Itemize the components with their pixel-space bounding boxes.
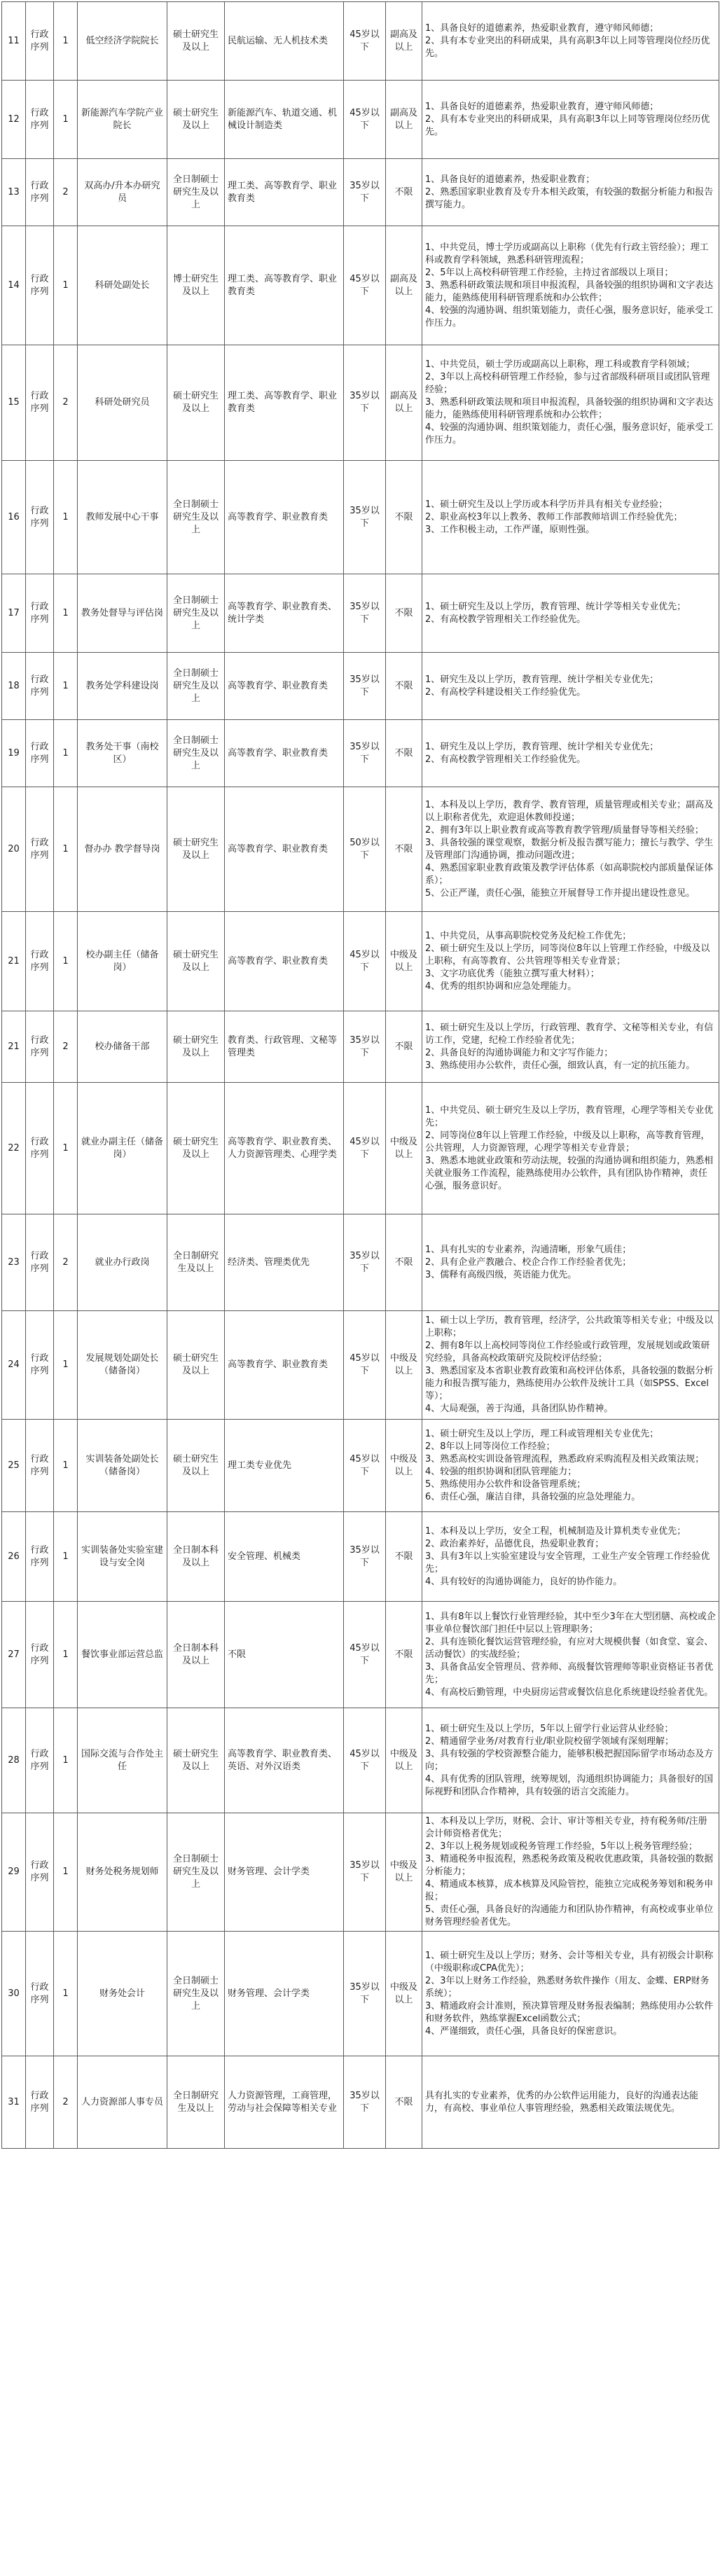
education-requirement-cell: 全日制硕士研究生及以上 — [167, 574, 225, 653]
table-row — [2, 1083, 719, 1214]
recruitment-table — [1, 1, 719, 2149]
row-number-cell: 19 — [2, 720, 26, 787]
headcount-cell: 1 — [54, 720, 78, 787]
table-row — [2, 81, 719, 159]
table-row — [2, 1813, 719, 1932]
age-requirement-cell: 35岁以下 — [344, 345, 386, 461]
job-requirements-cell: 1、本科及以上学历，财税、会计、审计等相关专业，持有税务师/注册会计师资格者优先； 2、3年以上税务规划或税务管理工作经验，5年以上税务管理经验； 3、精通税务申报流程，熟悉税务政策及税收优惠政策，具备较强的数据分析能力； 4、精通成本核算，成本核算及风险管控，能独立完成税务筹划和税务申报； 5、责任心强，具备良好的沟通能力和团队协作精神，有高校或事业单位财务管理经验者优先。 — [422, 1813, 719, 1932]
title-requirement-cell: 中级及以上 — [386, 912, 422, 1011]
job-requirements-cell: 1、研究生及以上学历，教育管理、统计学相关专业优先； 2、有高校教学管理相关工作经验优先。 — [422, 720, 719, 787]
table-row — [2, 912, 719, 1011]
headcount-cell: 1 — [54, 653, 78, 720]
major-requirement-cell: 高等教育学、职业教育类 — [225, 461, 344, 574]
headcount-cell: 1 — [54, 1932, 78, 2056]
title-requirement-cell: 中级及以上 — [386, 1311, 422, 1420]
major-requirement-cell: 高等教育学、职业教育类 — [225, 912, 344, 1011]
major-requirement-cell: 人力资源管理，工商管理，劳动与社会保障等相关专业 — [225, 2056, 344, 2149]
title-requirement-cell: 中级及以上 — [386, 1708, 422, 1813]
headcount-cell: 1 — [54, 1512, 78, 1602]
age-requirement-cell: 35岁以下 — [344, 574, 386, 653]
job-requirements-cell: 1、具有8年以上餐饮行业管理经验，其中至少3年在大型团膳、高校或企事业单位餐饮部门担任中层以上管理职务； 2、具有连锁化餐饮运营管理经验，有应对大规模供餐（如食堂、宴会、活动餐饮）的实战经验； 3、具备食品安全管理员、营养师、高级餐饮管理师等职业资格证书者优先； 4、有高校后勤管理，中央厨房运营或餐饮信息化系统建设经验者优先。 — [422, 1602, 719, 1708]
position-category-cell: 行政序列 — [26, 81, 54, 159]
education-requirement-cell: 硕士研究生及以上 — [167, 1311, 225, 1420]
row-number-cell: 21 — [2, 1011, 26, 1083]
position-name-cell: 新能源汽车学院产业院长 — [78, 81, 167, 159]
position-category-cell: 行政序列 — [26, 1708, 54, 1813]
job-requirements-cell: 1、具有扎实的专业素养，沟通清晰，形象气质佳； 2、具有企业产教融合、校企合作工作经验者优先； 3、儒释有高级四级，英语能力优先。 — [422, 1214, 719, 1311]
major-requirement-cell: 高等教育学、职业教育类 — [225, 787, 344, 912]
position-name-cell: 国际交流与合作处主任 — [78, 1708, 167, 1813]
table-row — [2, 2056, 719, 2149]
row-number-cell: 21 — [2, 912, 26, 1011]
education-requirement-cell: 硕士研究生及以上 — [167, 1420, 225, 1512]
row-number-cell: 23 — [2, 1214, 26, 1311]
age-requirement-cell: 35岁以下 — [344, 720, 386, 787]
table-row — [2, 159, 719, 226]
table-row — [2, 1602, 719, 1708]
headcount-cell: 1 — [54, 574, 78, 653]
position-name-cell: 督办办 教学督导岗 — [78, 787, 167, 912]
position-category-cell: 行政序列 — [26, 653, 54, 720]
position-category-cell: 行政序列 — [26, 226, 54, 345]
position-name-cell: 科研处研究员 — [78, 345, 167, 461]
table-row — [2, 1214, 719, 1311]
job-requirements-cell: 1、具备良好的道德素养，热爱职业教育； 2、熟悉国家职业教育及专升本相关政策，有较强的数据分析能力和报告撰写能力。 — [422, 159, 719, 226]
headcount-cell: 2 — [54, 159, 78, 226]
row-number-cell: 18 — [2, 653, 26, 720]
position-name-cell: 校办储备干部 — [78, 1011, 167, 1083]
title-requirement-cell: 不限 — [386, 574, 422, 653]
table-row — [2, 1011, 719, 1083]
major-requirement-cell: 高等教育学、职业教育类 — [225, 720, 344, 787]
position-category-cell: 行政序列 — [26, 574, 54, 653]
age-requirement-cell: 35岁以下 — [344, 653, 386, 720]
major-requirement-cell: 高等教育学、职业教育类、人力资源管理类、心理学类 — [225, 1083, 344, 1214]
education-requirement-cell: 全日制研究生及以上 — [167, 2056, 225, 2149]
row-number-cell: 11 — [2, 2, 26, 81]
job-requirements-cell: 1、硕士研究生及以上学历；财务、会计等相关专业，具有初级会计职称（中级职称或CPA优先）； 2、3年以上财务工作经验，熟悉财务软件操作（用友、金蝶、ERP财务系统）； 3、精通政府会计准则，预决算管理及财务报表编制；熟练使用办公软件和财务软件，熟练掌握Excel函数公式； 4、严谨细致，责任心强，具备良好的保密意识。 — [422, 1932, 719, 2056]
job-requirements-cell: 1、硕士研究生及以上学历，教育管理、统计学等相关专业优先； 2、有高校教学管理相关工作经验优先。 — [422, 574, 719, 653]
job-requirements-cell: 具有扎实的专业素养，优秀的办公软件运用能力，良好的沟通表达能力，有高校、事业单位人事管理经验，熟悉相关政策法规优先。 — [422, 2056, 719, 2149]
title-requirement-cell: 副高及以上 — [386, 81, 422, 159]
position-name-cell: 科研处副处长 — [78, 226, 167, 345]
table-row — [2, 1512, 719, 1602]
position-name-cell: 发展规划处副处长（储备岗） — [78, 1311, 167, 1420]
title-requirement-cell: 中级及以上 — [386, 1932, 422, 2056]
age-requirement-cell: 45岁以下 — [344, 1602, 386, 1708]
headcount-cell: 2 — [54, 2056, 78, 2149]
age-requirement-cell: 45岁以下 — [344, 1083, 386, 1214]
major-requirement-cell: 高等教育学、职业教育类 — [225, 1311, 344, 1420]
job-requirements-cell: 1、具备良好的道德素养，热爱职业教育，遵守师风师德； 2、具有本专业突出的科研成果，具有高职3年以上同等管理岗位经历优先。 — [422, 81, 719, 159]
row-number-cell: 29 — [2, 1813, 26, 1932]
table-row — [2, 787, 719, 912]
row-number-cell: 26 — [2, 1512, 26, 1602]
title-requirement-cell: 中级及以上 — [386, 1083, 422, 1214]
position-category-cell: 行政序列 — [26, 787, 54, 912]
age-requirement-cell: 45岁以下 — [344, 912, 386, 1011]
age-requirement-cell: 45岁以下 — [344, 81, 386, 159]
position-name-cell: 财务处会计 — [78, 1932, 167, 2056]
age-requirement-cell: 35岁以下 — [344, 461, 386, 574]
position-category-cell: 行政序列 — [26, 1813, 54, 1932]
job-requirements-cell: 1、硕士研究生及以上学历，理工科或管理相关专业优先； 2、8年以上同等岗位工作经验； 3、熟悉高校实训设备管理流程，熟悉政府采购流程及相关政策法规； 4、较强的组织协调和团队管理能力； 5、熟练使用办公软件和设备管理系统； 6、责任心强，廉洁自律，具备较强的应急处理能力。 — [422, 1420, 719, 1512]
row-number-cell: 15 — [2, 345, 26, 461]
row-number-cell: 25 — [2, 1420, 26, 1512]
title-requirement-cell: 中级及以上 — [386, 1813, 422, 1932]
position-category-cell: 行政序列 — [26, 1083, 54, 1214]
age-requirement-cell: 35岁以下 — [344, 159, 386, 226]
education-requirement-cell: 硕士研究生及以上 — [167, 1011, 225, 1083]
headcount-cell: 1 — [54, 1708, 78, 1813]
age-requirement-cell: 45岁以下 — [344, 226, 386, 345]
title-requirement-cell: 不限 — [386, 1602, 422, 1708]
table-row — [2, 720, 719, 787]
education-requirement-cell: 硕士研究生及以上 — [167, 1083, 225, 1214]
education-requirement-cell: 全日制研究生及以上 — [167, 1214, 225, 1311]
age-requirement-cell: 45岁以下 — [344, 1420, 386, 1512]
row-number-cell: 24 — [2, 1311, 26, 1420]
major-requirement-cell: 高等教育学、职业教育类、统计学类 — [225, 574, 344, 653]
major-requirement-cell: 财务管理、会计学类 — [225, 1932, 344, 2056]
position-name-cell: 教务处督导与评估岗 — [78, 574, 167, 653]
job-requirements-cell: 1、本科及以上学历，教育学、教育管理，质量管理或相关专业；副高及以上职称者优先，欢迎退休教师投递； 2、拥有3年以上职业教育或高等教育教学管理/质量督导等相关经验； 3、具备较强的课堂观察，数据分析及报告撰写能力；擅长与教学、学生及管理部门沟通协调，推动问题改进； 4、熟悉国家职业教育政策及教学评估体系（如高职院校内部质量保证体系）； 5、公正严谨，责任心强，能独立开展督导工作并提出建设性意见。 — [422, 787, 719, 912]
title-requirement-cell: 不限 — [386, 1214, 422, 1311]
job-requirements-cell: 1、中共党员、硕士研究生及以上学历，教育管理，心理学等相关专业优先； 2、同等岗位8年以上管理工作经验，中级及以上职称，高等教育管理，公共管理，人力资源管理，心理学等相关专业背景； 3、熟悉本地就业政策和劳动法规，较强的沟通协调和组织能力，熟悉相关就业服务工作流程，能熟练使用办公软件，具有团队协作精神，责任心强，服务意识好。 — [422, 1083, 719, 1214]
position-name-cell: 餐饮事业部运营总监 — [78, 1602, 167, 1708]
age-requirement-cell: 35岁以下 — [344, 1813, 386, 1932]
headcount-cell: 1 — [54, 226, 78, 345]
job-requirements-cell: 1、硕士研究生及以上学历，行政管理、教育学、文秘等相关专业，有信访工作，党建，纪检工作经验者优先； 2、具备良好的沟通协调能力和文字写作能力； 3、熟练使用办公软件，责任心强，细致认真，有一定的抗压能力。 — [422, 1011, 719, 1083]
age-requirement-cell: 45岁以下 — [344, 1708, 386, 1813]
row-number-cell: 28 — [2, 1708, 26, 1813]
major-requirement-cell: 不限 — [225, 1602, 344, 1708]
table-row — [2, 574, 719, 653]
major-requirement-cell: 财务管理、会计学类 — [225, 1813, 344, 1932]
age-requirement-cell: 45岁以下 — [344, 2, 386, 81]
age-requirement-cell: 35岁以下 — [344, 1932, 386, 2056]
row-number-cell: 22 — [2, 1083, 26, 1214]
age-requirement-cell: 35岁以下 — [344, 1011, 386, 1083]
education-requirement-cell: 全日制硕士研究生及以上 — [167, 1932, 225, 2056]
headcount-cell: 2 — [54, 1214, 78, 1311]
position-category-cell: 行政序列 — [26, 1311, 54, 1420]
title-requirement-cell: 不限 — [386, 1011, 422, 1083]
table-row — [2, 1708, 719, 1813]
position-category-cell: 行政序列 — [26, 461, 54, 574]
headcount-cell: 1 — [54, 2, 78, 81]
position-category-cell: 行政序列 — [26, 912, 54, 1011]
title-requirement-cell: 不限 — [386, 720, 422, 787]
row-number-cell: 31 — [2, 2056, 26, 2149]
job-requirements-cell: 1、硕士以上学历，教育管理，经济学，公共政策等相关专业；中级及以上职称； 2、拥有8年以上高校同等岗位工作经验或行政管理，发展规划或政策研究经验，具备高校政策研究及院校评估经验； 3、熟悉国家及本省职业教育政策和高校评估体系，具备较强的数据分析能力和报告撰写能力，熟练使用办公软件及统计工具（如SPSS、Excel等）； 4、大局观强，善于沟通，具备团队协作精神。 — [422, 1311, 719, 1420]
job-requirements-cell: 1、研究生及以上学历，教育管理、统计学相关专业优先； 2、有高校学科建设相关工作经验优先。 — [422, 653, 719, 720]
job-requirements-cell: 1、中共党员，博士学历或副高以上职称（优先有行政主管经验）；理工科或教育学科领域，熟悉科研管理流程； 2、5年以上高校科研管理工作经验，主持过省部级以上项目； 3、熟悉科研政策法规和项目申报流程，具备较强的组织协调和文字表达能力，能熟练使用科研管理系统和办公软件； 4、较强的沟通协调、组织策划能力，责任心强，服务意识好，能承受工作压力。 — [422, 226, 719, 345]
job-requirements-cell: 1、具备良好的道德素养，热爱职业教育，遵守师风师德； 2、具有本专业突出的科研成果，具有高职3年以上同等管理岗位经历优先。 — [422, 2, 719, 81]
education-requirement-cell: 全日制本科及以上 — [167, 1512, 225, 1602]
row-number-cell: 12 — [2, 81, 26, 159]
title-requirement-cell: 副高及以上 — [386, 345, 422, 461]
position-name-cell: 实训装备处实验室建设与安全岗 — [78, 1512, 167, 1602]
position-category-cell: 行政序列 — [26, 1932, 54, 2056]
row-number-cell: 20 — [2, 787, 26, 912]
table-row — [2, 653, 719, 720]
education-requirement-cell: 全日制硕士研究生及以上 — [167, 720, 225, 787]
major-requirement-cell: 教育类、行政管理、文秘等管理类 — [225, 1011, 344, 1083]
table-row — [2, 226, 719, 345]
education-requirement-cell: 硕士研究生及以上 — [167, 787, 225, 912]
row-number-cell: 13 — [2, 159, 26, 226]
headcount-cell: 1 — [54, 1083, 78, 1214]
headcount-cell: 1 — [54, 461, 78, 574]
table-row — [2, 1311, 719, 1420]
position-category-cell: 行政序列 — [26, 1214, 54, 1311]
age-requirement-cell: 45岁以下 — [344, 1311, 386, 1420]
major-requirement-cell: 安全管理、机械类 — [225, 1512, 344, 1602]
title-requirement-cell: 不限 — [386, 461, 422, 574]
position-name-cell: 双高办/升本办研究员 — [78, 159, 167, 226]
row-number-cell: 30 — [2, 1932, 26, 2056]
education-requirement-cell: 硕士研究生及以上 — [167, 345, 225, 461]
headcount-cell: 1 — [54, 1311, 78, 1420]
position-name-cell: 实训装备处副处长（储备岗） — [78, 1420, 167, 1512]
job-requirements-cell: 1、中共党员，从事高职院校党务及纪检工作优先； 2、硕士研究生及以上学历，同等岗位8年以上管理工作经验，中级及以上职称，有高等教育、公共管理等相关专业背景； 3、文字功底优秀（能独立撰写重大材料）； 4、优秀的组织协调和应急处理能力。 — [422, 912, 719, 1011]
title-requirement-cell: 不限 — [386, 2056, 422, 2149]
position-category-cell: 行政序列 — [26, 1420, 54, 1512]
position-category-cell: 行政序列 — [26, 2, 54, 81]
major-requirement-cell: 民航运输、无人机技术类 — [225, 2, 344, 81]
row-number-cell: 16 — [2, 461, 26, 574]
major-requirement-cell: 经济类、管理类优先 — [225, 1214, 344, 1311]
position-name-cell: 就业办行政岗 — [78, 1214, 167, 1311]
education-requirement-cell: 硕士研究生及以上 — [167, 912, 225, 1011]
headcount-cell: 1 — [54, 1602, 78, 1708]
position-name-cell: 教师发展中心干事 — [78, 461, 167, 574]
title-requirement-cell: 不限 — [386, 787, 422, 912]
position-category-cell: 行政序列 — [26, 720, 54, 787]
table-row — [2, 1932, 719, 2056]
headcount-cell: 2 — [54, 1011, 78, 1083]
title-requirement-cell: 不限 — [386, 653, 422, 720]
education-requirement-cell: 硕士研究生及以上 — [167, 81, 225, 159]
position-name-cell: 教务处干事（南校区） — [78, 720, 167, 787]
row-number-cell: 27 — [2, 1602, 26, 1708]
table-row — [2, 461, 719, 574]
position-name-cell: 教务处学科建设岗 — [78, 653, 167, 720]
major-requirement-cell: 理工类专业优先 — [225, 1420, 344, 1512]
position-category-cell: 行政序列 — [26, 1602, 54, 1708]
major-requirement-cell: 高等教育学、职业教育类 — [225, 653, 344, 720]
education-requirement-cell: 全日制本科及以上 — [167, 1602, 225, 1708]
headcount-cell: 1 — [54, 912, 78, 1011]
row-number-cell: 14 — [2, 226, 26, 345]
position-category-cell: 行政序列 — [26, 159, 54, 226]
job-requirements-cell: 1、硕士研究生及以上学历，5年以上留学行业运营从业经验； 2、精通留学业务/对教育行业/职业院校留学领域有深刻理解； 3、具有较强的学校资源整合能力，能够积极把握国际留学市场动态及方向； 4、具有优秀的团队管理，统筹规划，沟通组织协调能力；具备很好的国际视野和团队合作精神，具有较强的语言交流能力。 — [422, 1708, 719, 1813]
title-requirement-cell: 不限 — [386, 1512, 422, 1602]
age-requirement-cell: 35岁以下 — [344, 1214, 386, 1311]
table-row — [2, 1420, 719, 1512]
education-requirement-cell: 全日制硕士研究生及以上 — [167, 159, 225, 226]
position-category-cell: 行政序列 — [26, 1512, 54, 1602]
job-requirements-cell: 1、中共党员，硕士学历或副高以上职称，理工科或教育学科领域； 2、3年以上高校科研管理工作经验，参与过省部级科研项目或团队管理经验； 3、熟悉科研政策法规和项目申报流程，具备较强的组织协调和文字表达能力，能熟练使用科研管理系统和办公软件； 4、较强的沟通协调、组织策划能力，责任心强，服务意识好，能承受工作压力。 — [422, 345, 719, 461]
headcount-cell: 1 — [54, 1813, 78, 1932]
job-requirements-cell: 1、硕士研究生及以上学历或本科学历并具有相关专业经验； 2、职业高校3年以上教务、教师工作部教师培训工作经验优先； 3、工作积极主动，工作严谨，原则性强。 — [422, 461, 719, 574]
title-requirement-cell: 中级及以上 — [386, 1420, 422, 1512]
major-requirement-cell: 理工类、高等教育学、职业教育类 — [225, 226, 344, 345]
table-row — [2, 345, 719, 461]
headcount-cell: 2 — [54, 345, 78, 461]
age-requirement-cell: 50岁以下 — [344, 787, 386, 912]
education-requirement-cell: 全日制硕士研究生及以上 — [167, 461, 225, 574]
education-requirement-cell: 全日制硕士研究生及以上 — [167, 1813, 225, 1932]
position-name-cell: 财务处税务规划师 — [78, 1813, 167, 1932]
position-name-cell: 就业办副主任（储备岗） — [78, 1083, 167, 1214]
position-name-cell: 低空经济学院院长 — [78, 2, 167, 81]
table-row — [2, 2, 719, 81]
education-requirement-cell: 硕士研究生及以上 — [167, 2, 225, 81]
title-requirement-cell: 副高及以上 — [386, 226, 422, 345]
education-requirement-cell: 全日制硕士研究生及以上 — [167, 653, 225, 720]
title-requirement-cell: 副高及以上 — [386, 2, 422, 81]
position-name-cell: 人力资源部人事专员 — [78, 2056, 167, 2149]
major-requirement-cell: 理工类、高等教育学、职业教育类 — [225, 159, 344, 226]
education-requirement-cell: 博士研究生及以上 — [167, 226, 225, 345]
row-number-cell: 17 — [2, 574, 26, 653]
position-name-cell: 校办副主任（储备岗） — [78, 912, 167, 1011]
education-requirement-cell: 硕士研究生及以上 — [167, 1708, 225, 1813]
headcount-cell: 1 — [54, 787, 78, 912]
headcount-cell: 1 — [54, 81, 78, 159]
age-requirement-cell: 35岁以下 — [344, 1512, 386, 1602]
position-category-cell: 行政序列 — [26, 345, 54, 461]
age-requirement-cell: 35岁以下 — [344, 2056, 386, 2149]
major-requirement-cell: 高等教育学、职业教育类、英语、对外汉语类 — [225, 1708, 344, 1813]
major-requirement-cell: 新能源汽车、轨道交通、机械设计制造类 — [225, 81, 344, 159]
headcount-cell: 1 — [54, 1420, 78, 1512]
job-requirements-cell: 1、本科及以上学历，安全工程，机械制造及计算机类专业优先； 2、政治素养好，品德优良，热爱职业教育； 3、具有3年以上实验室建设与安全管理，工业生产安全管理工作经验优先； 4、具有较好的沟通协调能力，良好的协作能力。 — [422, 1512, 719, 1602]
major-requirement-cell: 理工类、高等教育学、职业教育类 — [225, 345, 344, 461]
position-category-cell: 行政序列 — [26, 2056, 54, 2149]
title-requirement-cell: 不限 — [386, 159, 422, 226]
position-category-cell: 行政序列 — [26, 1011, 54, 1083]
